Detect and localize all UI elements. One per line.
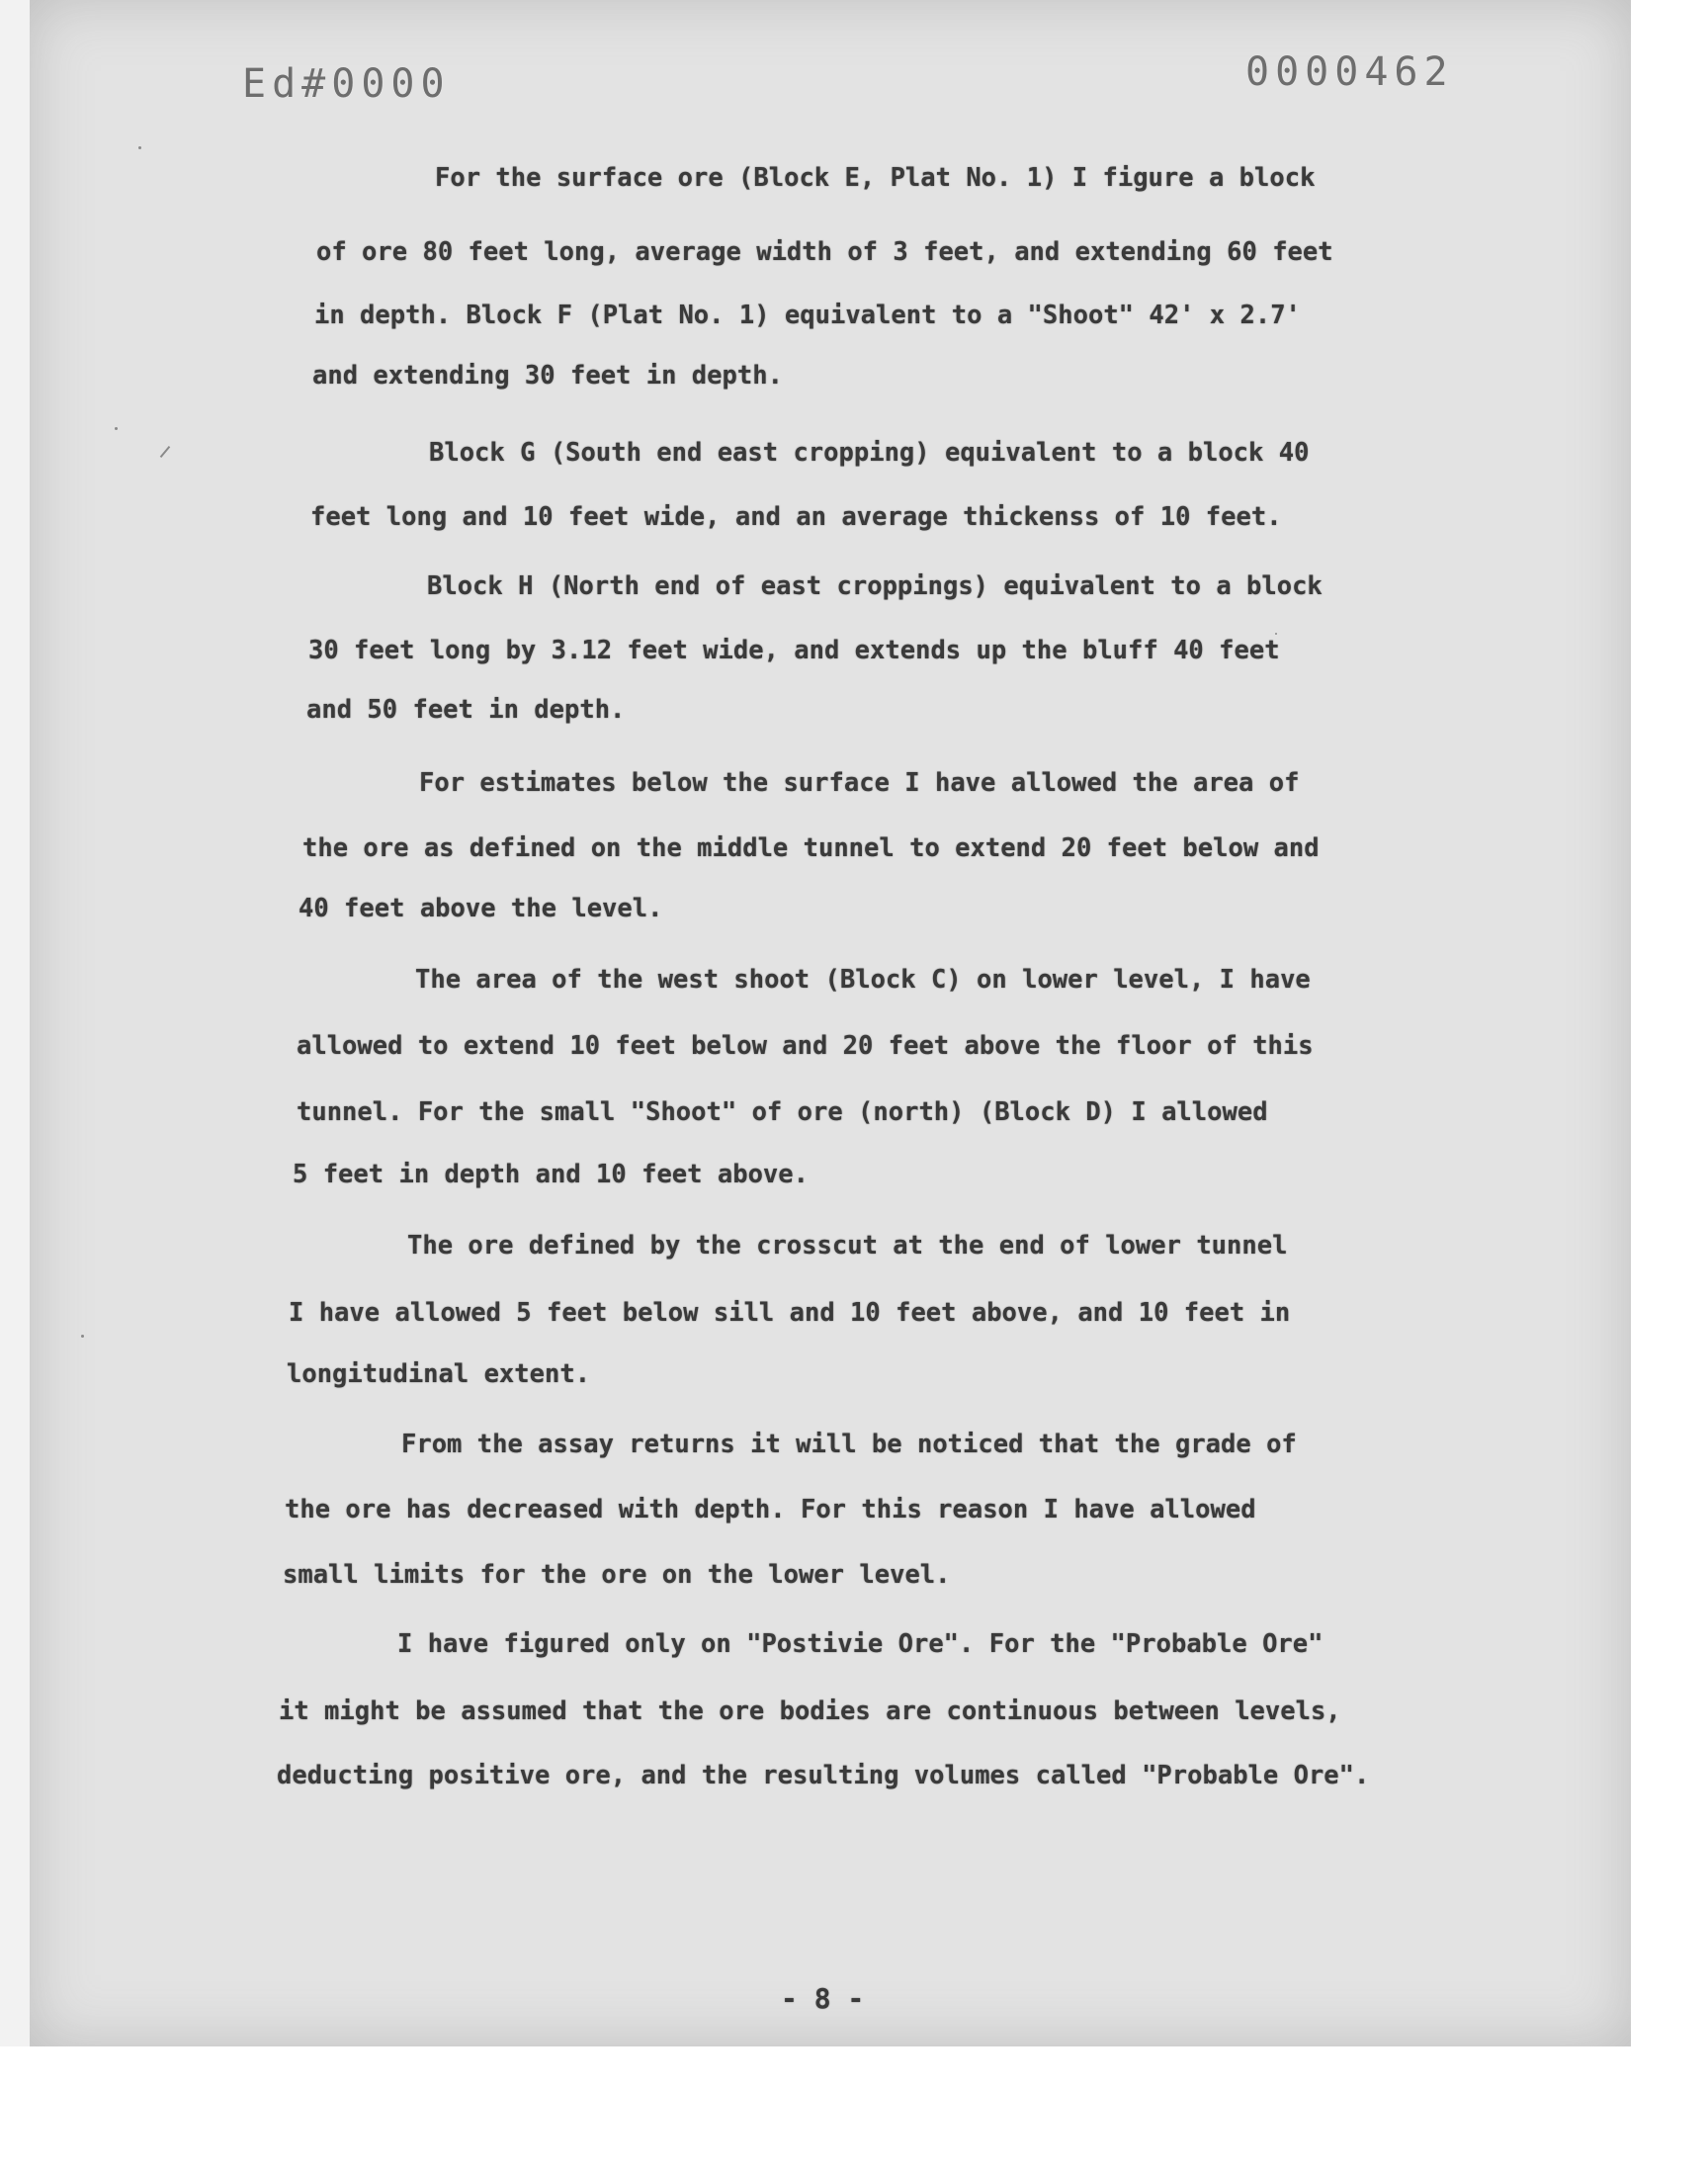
text-line: small limits for the ore on the lower level. xyxy=(283,1560,951,1590)
text-line: longitudinal extent. xyxy=(287,1359,591,1389)
text-line: 30 feet long by 3.12 feet wide, and extends up the bluff 40 feet xyxy=(308,636,1280,665)
scan-speck xyxy=(81,1335,84,1338)
scan-speck xyxy=(138,146,141,149)
text-line: it might be assumed that the ore bodies are continuous between levels, xyxy=(279,1696,1341,1726)
archive-stamp-left: Ed#0000 xyxy=(242,61,451,107)
text-line: The ore defined by the crosscut at the end of lower tunnel xyxy=(407,1231,1288,1261)
page-number: - 8 - xyxy=(781,1982,865,2015)
scan-margin xyxy=(0,0,30,2046)
text-line: feet long and 10 feet wide, and an average thickenss of 10 feet. xyxy=(310,502,1282,532)
text-line: For the surface ore (Block E, Plat No. 1) I figure a block xyxy=(435,163,1316,193)
text-line: in depth. Block F (Plat No. 1) equivalent to a "Shoot" 42' x 2.7' xyxy=(314,301,1301,330)
text-line: The area of the west shoot (Block C) on lower level, I have xyxy=(415,965,1311,995)
scan-bottom-margin xyxy=(0,2046,1708,2175)
archive-stamp-right: 0000462 xyxy=(1245,49,1454,95)
text-line: of ore 80 feet long, average width of 3 feet, and extending 60 feet xyxy=(316,237,1333,267)
text-line: and 50 feet in depth. xyxy=(306,695,626,725)
text-line: deducting positive ore, and the resulting volumes called "Probable Ore". xyxy=(277,1761,1370,1790)
scan-speck xyxy=(115,427,118,430)
text-line: allowed to extend 10 feet below and 20 feet above the floor of this xyxy=(297,1031,1314,1061)
text-line: tunnel. For the small "Shoot" of ore (north) (Block D) I allowed xyxy=(297,1097,1268,1127)
text-line: I have figured only on "Postivie Ore". For the "Probable Ore" xyxy=(397,1629,1324,1659)
text-line: I have allowed 5 feet below sill and 10 feet above, and 10 feet in xyxy=(289,1298,1291,1328)
text-line: the ore as defined on the middle tunnel to extend 20 feet below and xyxy=(302,833,1320,863)
scan-speck xyxy=(1275,633,1277,635)
text-line: Block G (South end east cropping) equivalent to a block 40 xyxy=(429,438,1310,468)
text-line: Block H (North end of east croppings) equivalent to a block xyxy=(427,571,1323,601)
text-line: For estimates below the surface I have allowed the area of xyxy=(419,768,1300,798)
text-line: 40 feet above the level. xyxy=(299,894,663,923)
text-line: From the assay returns it will be noticed that the grade of xyxy=(401,1430,1297,1459)
text-line: 5 feet in depth and 10 feet above. xyxy=(293,1160,809,1189)
text-line: and extending 30 feet in depth. xyxy=(312,361,783,391)
text-line: the ore has decreased with depth. For this reason I have allowed xyxy=(285,1495,1256,1524)
